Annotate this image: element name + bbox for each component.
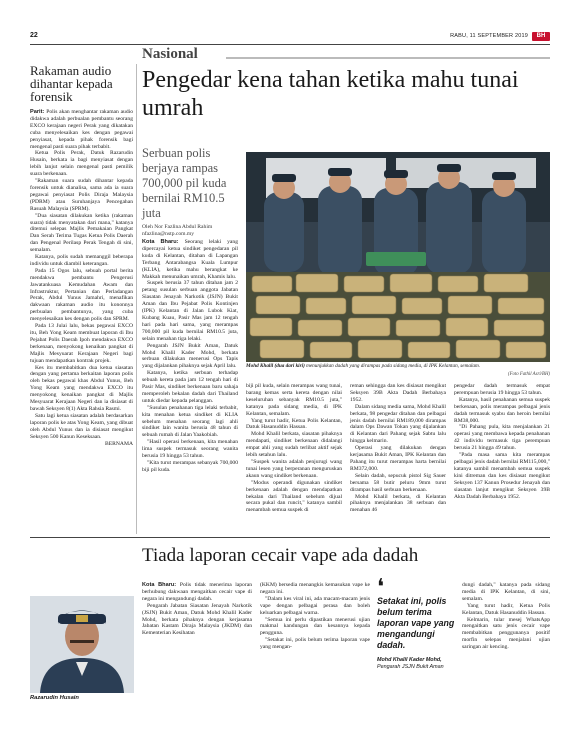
paragraph: Pada 15 Ogos lalu, sebuah portal berita mendakwa pembantu Pengerusi Jawatankuasa Kemudahan Awam dan Infrastruktur, Pertanian dan Perladangan Perak, Abdul Yunus Jamahri, menafikan dakwaan rakaman audio itu kononnya perbualan pembantunya, yang cuba menyelesaikan kes dengan polis dan SPRM. bbox=[30, 267, 133, 323]
paragraph: "Setakat ini, polis belum terima laporan vape yang mengan- bbox=[260, 637, 370, 651]
quote-text: Setakat ini, polis belum terima laporan vape yang mengandungi dadah. bbox=[377, 596, 455, 650]
section-title: Nasional bbox=[142, 46, 198, 62]
main-story-column-2 bbox=[246, 383, 342, 514]
bh-logo: BH bbox=[532, 32, 550, 41]
paragraph: "Dua siasatan dilakukan ketika (rakaman suara) tidak menyatakan dari mana," katanya ditemui selepas Majlis Pemakaian Pangkat Dan Serah Terima Tugas Ketua Polis Daerah dan Pengenal Perilasp Perak Tengah di sini, semalam. bbox=[30, 212, 133, 254]
paragraph: Pada 13 Julai lalu, bekas pegawai EXCO itu, Beh Yong Keam membuat laporan di Ibu Pejabat Polis Daerah Ipoh mendakwa EXCO berkenaan, menyokong kenaikan pangkat di Majlis Mesyuarat Kerajaan Negeri bagi tujuan mendapatkan kontrak projek. bbox=[30, 323, 133, 364]
portrait-caption: Razarudin Husain bbox=[30, 695, 79, 701]
portrait-photo bbox=[30, 596, 134, 693]
main-story-column-4 bbox=[454, 383, 550, 500]
section-rule bbox=[226, 57, 550, 59]
photo-caption bbox=[246, 363, 550, 370]
author-email: nfazlina@nstp.com.my bbox=[142, 231, 195, 237]
quote-mark-icon: ❛ bbox=[377, 575, 385, 600]
paragraph: Dalam sidang media sama, Mohd Khalil berkata, 98 pengedar ditahan dan pelbagai jenis dadah bernilai RM189,000 dirampas dalam Ops Dawan Tokan yang dijalankan di Kelantan dari Pahang sejak Sabtu lalu hingga kelmarin. bbox=[350, 403, 446, 445]
paragraph: Katanya, polis sudah memanggil beberapa individu untuk diambil keterangan. bbox=[30, 254, 133, 267]
quote-name: Mohd Khalil Kader Mohd, bbox=[377, 657, 442, 663]
paragraph: "Rakaman suara sudah dihantar kepada forensik untuk dianalisa, sama ada ia suara pegawai penyiasat Polis Diraja Malaysia (PDRM) atau Suruhanjaya Pencegahan Rasuah Malaysia (SPRM). bbox=[30, 178, 133, 212]
paragraph: (KKM) bersedia menangkis kemasukan vape ke negara ini. bbox=[260, 582, 370, 595]
main-headline: Pengedar kena tahan ketika mahu tunai umrah bbox=[142, 67, 519, 121]
agency-name: BERNAMA bbox=[105, 440, 133, 447]
caption-subject: Mohd Khalil (dua dari kiri) bbox=[246, 363, 305, 369]
paragraph: dungi dadah," katanya pada sidang media di IPK Kelantan, di sini, semalam. bbox=[462, 582, 550, 602]
dateline: Kota Bharu: bbox=[142, 582, 180, 588]
column-divider bbox=[136, 64, 137, 534]
paragraph: Kota Bharu: Polis tidak menerima laporan berhubung dakwaan mengaitkan cecair vape di negara ini mengandungi dadah. bbox=[142, 582, 253, 602]
paragraph: Mohd Khalil berkata, siasatan pihaknya mendapati, sindiket berkenaan didalangi empat ahli yang sudah terlibat aktif sejak lebih setahun lalu. bbox=[246, 431, 342, 459]
press-conference-photo bbox=[246, 152, 550, 362]
officer-portrait bbox=[30, 596, 134, 693]
author-name: Oleh Nor Fazlina Abdul Rahim bbox=[142, 224, 213, 230]
news-photo bbox=[246, 152, 550, 362]
paragraph: biji pil kuda, selain merampas wang tunai, barang kemas serta kereta dengan nilai keseluruhan sebanyak RM10.5 juta," katanya pada sidang media, di IPK Kelantan, semalam. bbox=[246, 383, 342, 417]
quote-source bbox=[377, 657, 457, 671]
vape-story-column-2 bbox=[260, 582, 370, 651]
dateline: Parit: bbox=[30, 109, 47, 115]
pull-quote bbox=[377, 575, 457, 671]
paragraph: "Kita turut merampas sebanyak 700,000 biji pil kuda. bbox=[142, 460, 238, 473]
main-deck: Serbuan polis berjaya rampas 700,000 pil kuda bernilai RM10.5 juta bbox=[142, 146, 227, 220]
paragraph: Parit: Polis akan menghantar rakaman audio didakwa adalah perbualan pembantu seorang EXCO kerajaan negeri Perak yang dikatakan cuba menyelesaikan kes dengan pegawai penyiasat, kepada pihak forensik bagi mengenal pasti suara pihak terbabit. bbox=[30, 109, 133, 150]
side-story-headline: Rakaman audio dihantar kepada forensik bbox=[30, 63, 113, 104]
page-header bbox=[30, 32, 550, 42]
side-story-agency bbox=[30, 441, 133, 447]
paragraph: "Modus operandi digunakan sindiket berkenaan adalah dengan mendapatkan bekalan dari Thailand sebelum dijual secara pukal dan runcit," katanya sambil menambah semua suspek di bbox=[246, 479, 342, 514]
vape-headline: Tiada laporan cecair vape ada dadah bbox=[142, 545, 419, 566]
main-story-column-1 bbox=[142, 239, 238, 474]
story-divider bbox=[30, 537, 550, 538]
paragraph: Katanya, hasil penahanan semua suspek berkenaan, polis merampas pelbagai jenis dadah termasuk syabu dan heroin bernilai RM38,000. bbox=[454, 396, 550, 424]
dateline: Kota Bharu: bbox=[142, 239, 185, 245]
paragraph: "Dalam kes viral ini, ada macam-macam jenis vape dengan pelbagai perasa dan boleh keluarkan pelbagai warna. bbox=[260, 595, 370, 616]
paragraph: Ketua Polis Perak, Datuk Razarudin Husain, berkata ia bagi menyiasat dengan lebih lanjut selain mengenal pasti pemilik suara berkenaan. bbox=[30, 150, 133, 178]
header-rule bbox=[30, 44, 550, 45]
paragraph: "Suspek wanita adalah penjurugi wang tunai lesen yang berperanan menguruskan akaun wang sindiket berkenaan. bbox=[246, 458, 342, 479]
page-number: 22 bbox=[30, 32, 38, 39]
vape-story-column-3 bbox=[462, 582, 550, 651]
paragraph: Suspek berusia 37 tahun ditahan jam 2 petang susulan serbuan anggota Jabatan Siasatan Jenayah Narkotik (JSJN) Bukit Aman dan Ibu Pejabat Polis Kontinjen (IPK) Kelantan di Jalan Lubok Kiat, Kubang Kuau, Pasir Mas jam 12 tengah hari pada hari sama, yang merampas 700,000 pil kuda bernilai RM10.5 juta, selain menahan tiga lelaki. bbox=[142, 280, 238, 342]
paragraph: reman sehingga dan kes disiasat mengikut Seksyen 39B Akta Dadah Berbahaya 1952. bbox=[350, 383, 446, 403]
paragraph: pengedar dadah termasuk empat perempuan berusia 19 hingga 53 tahun. bbox=[454, 383, 550, 396]
paragraph: "Hasil operasi berkenaan, kita menahan lima suspek termasuk seorang wanita berusia 19 hingga 53 tahun. bbox=[142, 439, 238, 460]
paragraph: "Susulan penahanan tiga lelaki terbabit, kita menahan ketua sindiket di KLIA sebelum menahan seorang lagi ahli sindiket lain wanita berusia 48 tahun di sebuah rumah di Jalan Yaakobiah. bbox=[142, 404, 238, 439]
paragraph: Selain dadah, sepucuk pistol Sig Sauer bersama 58 butir peluru 9mm turut dirampas hasil serbuan berkenaan. bbox=[350, 472, 446, 493]
paragraph: Kes itu membabitkan dua ketua siasatan dengan yang pertama berkaitan laporan polis oleh bekas pegawai khas Abdul Yunus, Beh Yong Keam yang mendakwa EXCO itu menyokong kenaikan pangkat di Majlis Mesyuarat Kerajaan Negeri dan ia disiasat di bawah Seksyen 8(1) Akta Rahsia Rasmi. bbox=[30, 364, 133, 412]
quote-title: Pengarah JSJN Bukit Aman bbox=[377, 664, 444, 670]
caption-text: menunjukkan dadah yang dirampas pada sidang media, di IPK Kelantan, semalam. bbox=[304, 363, 481, 369]
paragraph: Kota Bharu: Seorang lelaki yang dipercayai ketua sindiket pengedaran pil kuda di Kelantan, ditahan di Lapangan Terbang Antarabangsa Kuala Lumpur (KLIA), ketika mahu berangkat ke Makkah menunaikan umrah, Khamis lalu. bbox=[142, 239, 238, 280]
side-story-body bbox=[30, 109, 133, 441]
main-story-column-3 bbox=[350, 383, 446, 514]
photo-credit: (Foto Fathil Asri/BH) bbox=[507, 372, 550, 377]
issue-date: RABU, 11 SEPTEMBER 2019 bbox=[450, 33, 528, 39]
paragraph: "Semua ini perlu dipastikan menerusi ujian makmal kandungan dan kesannya kepada pengguna. bbox=[260, 616, 370, 637]
paragraph: Katanya, ketika serbuan terhadap sebuah kereta pada jam 12 tengah hari di Pasir Mas, sindiket berkenaan baru sahaja memperoleh bekalan dadah dari Thailand untuk diedar kepada pelanggan. bbox=[142, 370, 238, 404]
paragraph: Yang turut hadir, Ketua Polis Kelantan, Datuk Hasanuddin Hassan. bbox=[462, 602, 550, 616]
paragraph: "Pada masa sama kita merampas pelbagai jenis dadah bernilai RM115,000," katanya sambil menambah semua suspek kini ditreman dan kes disiasat mengikut Seksyen 137 Kanun Prosedur Jenayah dan siasatan lanjut mengikut Seksyen 39B Akta Dadah Berbahaya 1952. bbox=[454, 452, 550, 500]
paragraph: Mohd Khalil berkata, di Kelantan pihaknya menjalankan 38 serbuan dan menahan 46 bbox=[350, 493, 446, 514]
paragraph: Satu lagi ketua siasatan adalah berdasarkan laporan polis ke atas Yong Keam, yang dibuat oleh Abdul Yunus dan ia disiasat mengikut Seksyen 500 Kanun Keseksaan. bbox=[30, 412, 133, 440]
paragraph: Yang turut hadir, Ketua Polis Kelantan, Datuk Hasanuddin Hassan. bbox=[246, 417, 342, 431]
paragraph: "Di Pahang pula, kita menjalankan 21 operasi yang membawa kepada penahanan 42 individu termasuk tiga perempuan berusia 21 hingga 49 tahun. bbox=[454, 424, 550, 452]
paragraph: Pengarah JSJN Bukit Aman, Datuk Mohd Khalil Kader Mohd, berkata serbuan dilakukan menerusi Ops Tapis yang dijalankan pihaknya sejak April lalu. bbox=[142, 342, 238, 370]
paragraph: Pengarah Jabatan Siasatan Jenayah Narkotik (JSJN) Bukit Aman, Datuk Mohd Khalil Kader Mohd, berkata pihaknya dengan kerjasama Jabatan Kastam Diraja Malaysia (JKDM) dan Kementerian Kesihatan bbox=[142, 602, 252, 637]
author-byline bbox=[142, 224, 237, 238]
paragraph: Operasi yang dilakukan dengan kerjasama Bukit Aman, IPK Kelantan dan Pahang itu turut merampas harta bernilai RM372,000. bbox=[350, 445, 446, 472]
paragraph: Kelmarin, tular mesej WhatsApp mengaitkan satu jenis cecair vape membabitkan penggunanya positif morfin selepas menjalani ujian saringan air kencing. bbox=[462, 616, 550, 651]
side-story bbox=[30, 64, 133, 447]
vape-story-column-1 bbox=[142, 582, 252, 637]
